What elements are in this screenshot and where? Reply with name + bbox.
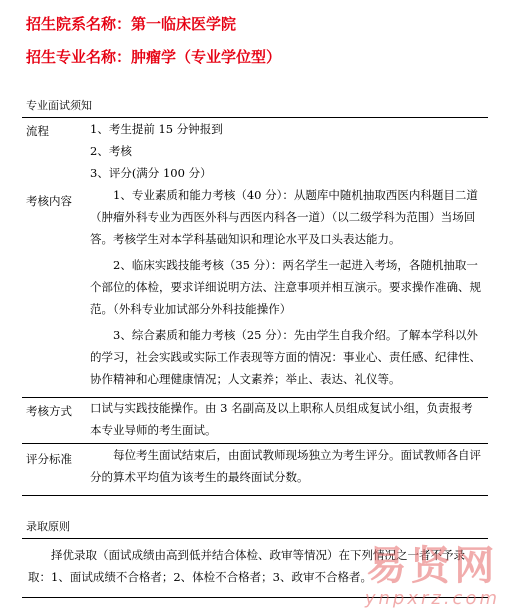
method-label: 考核方式 xyxy=(26,404,72,418)
process-text xyxy=(90,118,482,184)
content-para-1: 1、专业素质和能力考核（40 分）：从题库中随机抽取西医内科题目二道（肿瘤外科专业为西医外科与西医内科各一道）（以二级学科为范围）当场回答。考核学生对本学科基础知识和理论水平及口头表达能力。 xyxy=(90,188,478,246)
process-step-3: 3、评分(满分 100 分） xyxy=(90,166,212,180)
admission-text xyxy=(28,544,482,588)
watermark-url: ynpxrz.com xyxy=(364,588,500,609)
watermark-title: 易贤网 xyxy=(366,543,499,589)
interview-section-title: 专业面试须知 xyxy=(26,99,92,112)
content-text xyxy=(90,184,482,390)
scoring-label: 评分标准 xyxy=(26,452,72,466)
admission-para: 择优录取（面试成绩由高到低并结合体检、政审等情况）在下列情况之一者不予录取：1、面试成绩不合格者；2、体检不合格者；3、政审不合格者。 xyxy=(28,548,465,584)
scoring-text xyxy=(90,444,482,488)
department-title: 招生院系名称：第一临床医学院 xyxy=(26,15,237,33)
process-label: 流程 xyxy=(26,124,49,138)
method-text xyxy=(90,397,482,441)
content-label: 考核内容 xyxy=(26,194,72,208)
scoring-para: 每位考生面试结束后，由面试教师现场独立为考生评分。面试教师各自评分的算术平均值为该考生的最终面试分数。 xyxy=(90,448,481,484)
major-title: 招生专业名称：肿瘤学（专业学位型） xyxy=(26,48,282,66)
process-step-1: 1、考生提前 15 分钟报到 xyxy=(90,122,223,136)
content-para-2: 2、临床实践技能考核（35 分）：两名学生一起进入考场，各随机抽取一个部位的体检，要求详细说明方法、注意事项并相互演示。要求操作准确、规范。（外科专业加试部分外科技能操作） xyxy=(90,258,481,316)
admission-box xyxy=(22,538,488,598)
admission-section-title: 录取原则 xyxy=(26,520,70,533)
process-step-2: 2、考核 xyxy=(90,144,132,158)
method-para: 口试与实践技能操作。由 3 名副高及以上职称人员组成复试小组，负责报考本专业导师的考生面试。 xyxy=(90,401,473,437)
content-para-3: 3、综合素质和能力考核（25 分）：先由学生自我介绍。了解本学科以外的学习，社会实践或实际工作表现等方面的情况：事业心、责任感、纪律性、协作精神和心理健康情况；人文素养；举止、表达、礼仪等。 xyxy=(90,328,481,386)
interview-table xyxy=(22,117,488,496)
